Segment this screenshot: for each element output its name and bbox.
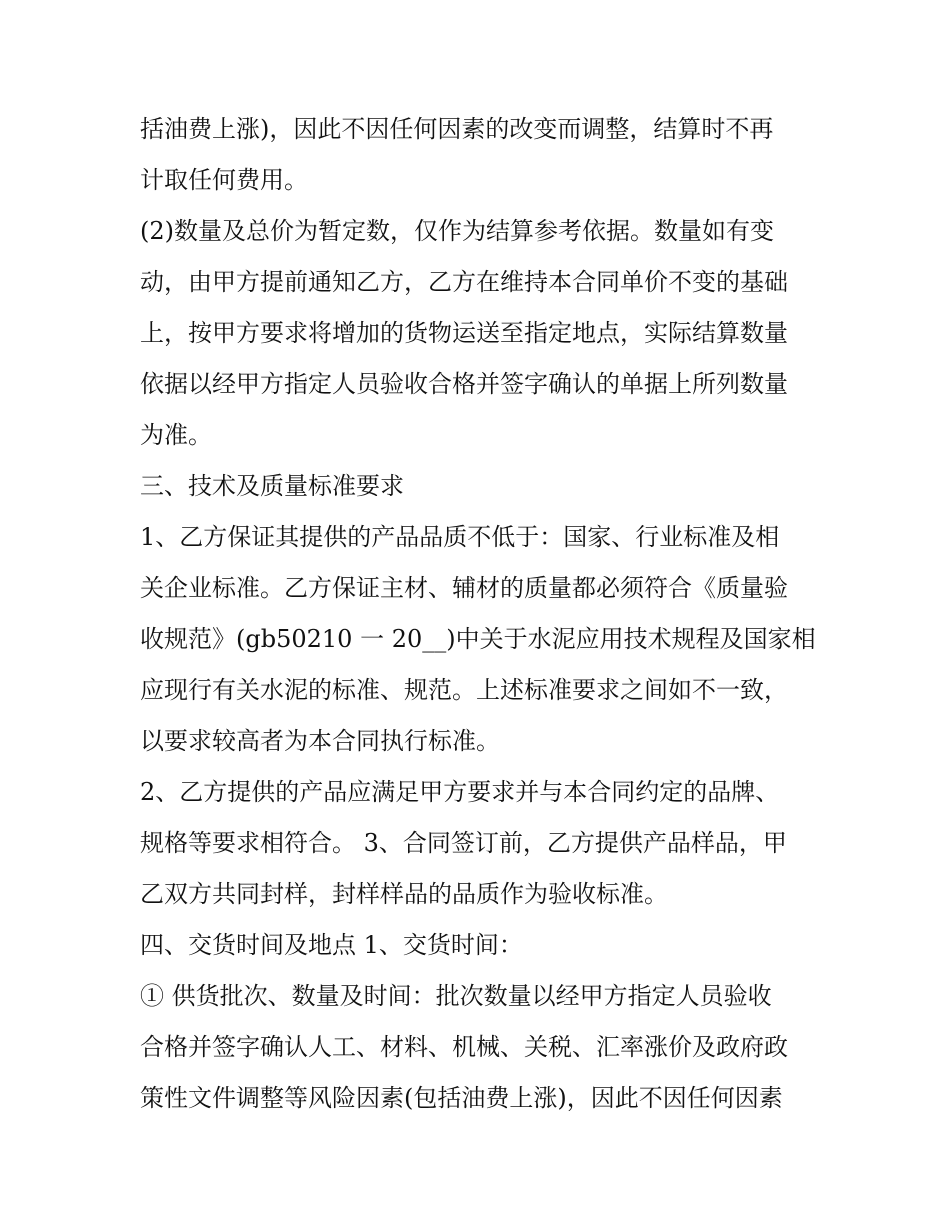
text-line: 括油费上涨)，因此不因任何因素的改变而调整，结算时不再 [140,115,774,143]
text-line: 收规范》(gb50210 一 20__)中关于水泥应用技术规程及国家相 [140,625,816,653]
document-body [140,104,820,1124]
text-line: 计取任何费用。 [140,166,308,194]
text-line: 上，按甲方要求将增加的货物运送至指定地点，实际结算数量 [140,319,788,347]
text-line: 2、乙方提供的产品应满足甲方要求并与本合同约定的品牌、 [140,778,780,806]
text-line: 动，由甲方提前通知乙方，乙方在维持本合同单价不变的基础 [140,268,788,296]
text-line: 1、乙方保证其提供的产品品质不低于：国家、行业标准及相 [140,523,780,551]
text-line: 关企业标准。乙方保证主材、辅材的质量都必须符合《质量验 [140,574,788,602]
text-line: 依据以经甲方指定人员验收合格并签字确认的单据上所列数量 [140,370,788,398]
text-line: 策性文件调整等风险因素(包括油费上涨)，因此不因任何因素 [140,1084,783,1112]
text-line: 以要求较高者为本合同执行标准。 [140,727,500,755]
text-line: 乙双方共同封样，封样样品的品质作为验收标准。 [140,880,668,908]
section-heading: 三、技术及质量标准要求 [140,472,404,500]
text-line: (2)数量及总价为暂定数，仅作为结算参考依据。数量如有变 [140,217,774,245]
text-line: 合格并签字确认人工、材料、机械、关税、汇率涨价及政府政 [140,1033,788,1061]
text-line: 规格等要求相符合。 3、合同签订前，乙方提供产品样品，甲 [140,829,787,857]
text-line: 为准。 [140,421,212,449]
section-heading: 四、交货时间及地点 1、交货时间： [140,931,523,959]
text-line: ① 供货批次、数量及时间：批次数量以经甲方指定人员验收 [140,982,772,1010]
text-line: 应现行有关水泥的标准、规范。上述标准要求之间如不一致， [140,676,788,704]
